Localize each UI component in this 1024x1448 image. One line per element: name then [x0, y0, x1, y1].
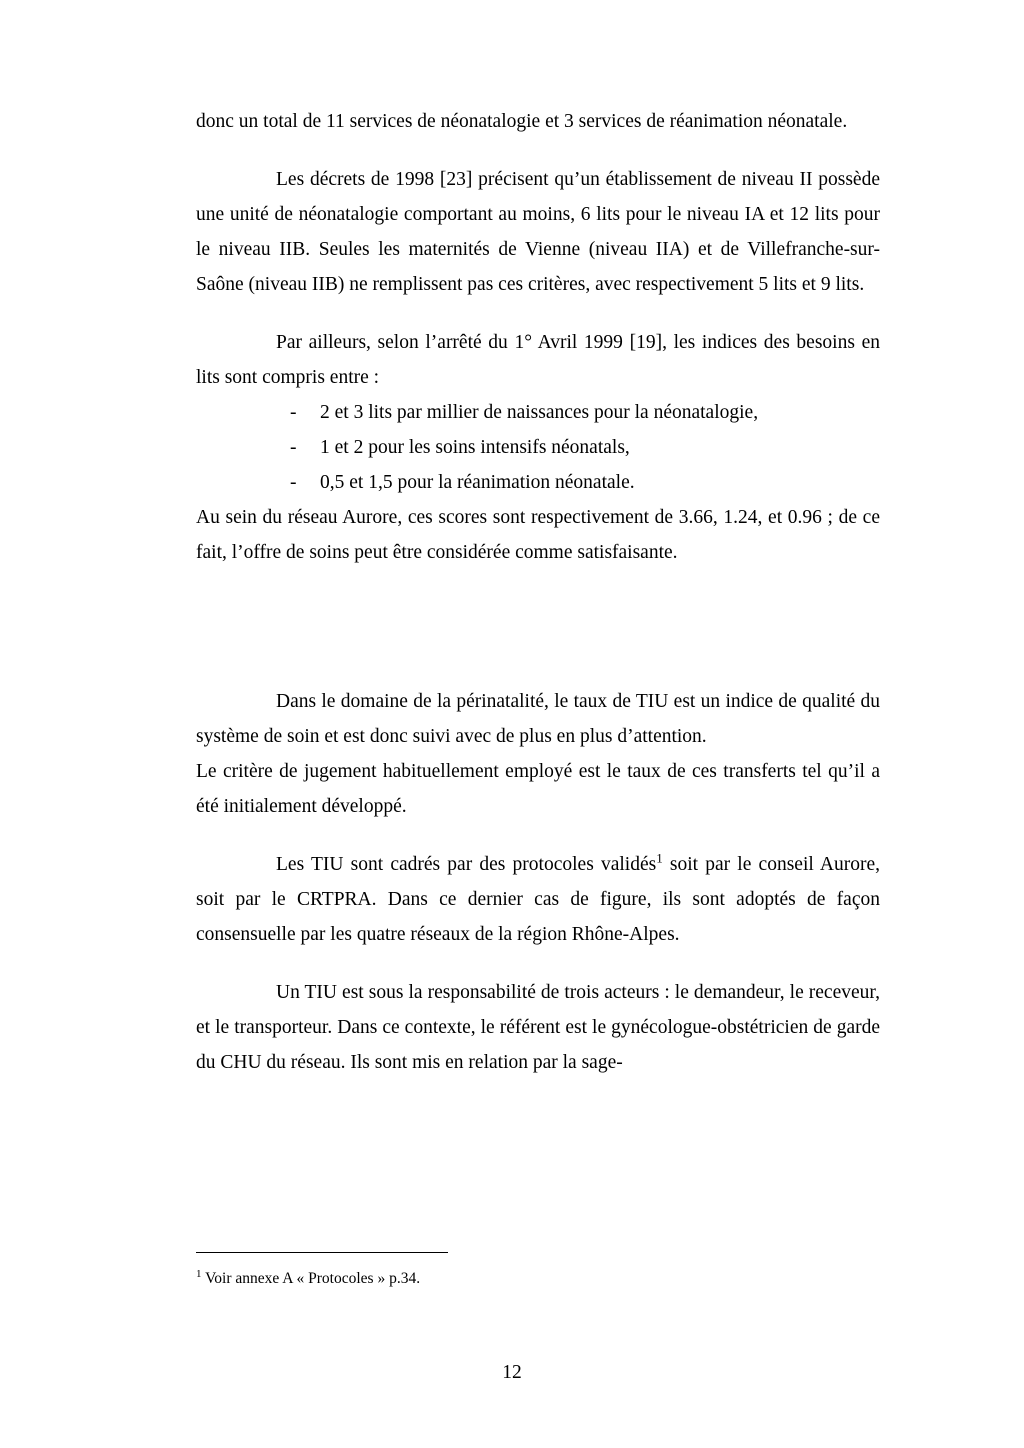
paragraph-arrete: Par ailleurs, selon l’arrêté du 1° Avril 1999 [19], les indices des besoins en lits sont compris entre : [196, 332, 880, 388]
list-item-marker: - [290, 402, 297, 423]
footnote-marker: 1 [196, 1268, 202, 1280]
footnote-separator [196, 1252, 448, 1253]
paragraph-protocoles-before: Les TIU sont cadrés par des protocoles validés [276, 854, 657, 875]
section-heading [196, 625, 880, 660]
list-item [290, 465, 880, 500]
paragraph-scores: Au sein du réseau Aurore, ces scores sont respectivement de 3.66, 1.24, et 0.96 ; de ce fait, l’offre de soins peut être considérée comme satisfaisante. [196, 507, 880, 563]
footnote-reference: 1 [656, 850, 663, 866]
list-item [290, 430, 880, 465]
paragraph-protocoles [196, 847, 880, 952]
page-number: 12 [502, 1362, 522, 1383]
footnote [196, 1263, 880, 1290]
list-item-text: 2 et 3 lits par millier de naissances pour la néonatalogie, [320, 402, 759, 423]
footnote-area [196, 1252, 880, 1290]
list-item-marker: - [290, 472, 297, 493]
paragraph-acteurs: Un TIU est sous la responsabilité de trois acteurs : le demandeur, le receveur, et le transporteur. Dans ce contexte, le référent est le gynécologue-obstétricien de garde du CHU du réseau. Ils sont mis en relation par la sage- [196, 982, 880, 1073]
footnote-text: Voir annexe A « Protocoles » p.34. [201, 1270, 421, 1288]
main-text-block [196, 104, 880, 1103]
paragraph-protocoles-after: soit par le conseil Aurore, soit par le CRTPRA. Dans ce dernier cas de figure, ils sont adoptés de façon consensuelle par les quatre réseaux de la région Rhône-Alpes. [196, 854, 880, 945]
paragraph-intro: donc un total de 11 services de néonatalogie et 3 services de réanimation néonatale. [196, 111, 848, 132]
paragraph-tiu-intro: Dans le domaine de la périnatalité, le taux de TIU est un indice de qualité du système de soin et est donc suivi avec de plus en plus d’attention. [196, 691, 880, 747]
list-item-text: 1 et 2 pour les soins intensifs néonatals, [320, 437, 630, 458]
indicator-list [196, 395, 880, 500]
paragraph-decrets: Les décrets de 1998 [23] précisent qu’un établissement de niveau II possède une unité de néonatalogie comportant au moins, 6 lits pour le niveau IA et 12 lits pour le niveau IIB. Seules les maternités de Vienne (niveau IIA) et de Villefranche-sur-Saône (niveau IIB) ne remplissent pas ces critères, avec respectivement 5 lits et 9 lits. [196, 169, 880, 295]
list-item-marker: - [290, 437, 297, 458]
list-item [290, 395, 880, 430]
list-item-text: 0,5 et 1,5 pour la réanimation néonatale. [320, 472, 635, 493]
paragraph-critere: Le critère de jugement habituellement employé est le taux de ces transferts tel qu’il a été initialement développé. [196, 761, 880, 817]
